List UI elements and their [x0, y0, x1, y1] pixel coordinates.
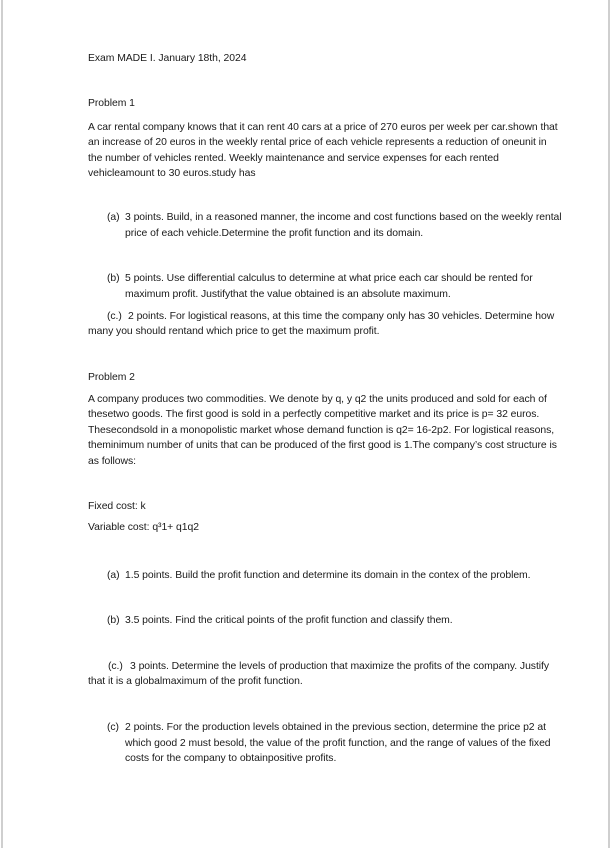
part-label: (c) — [107, 722, 119, 733]
part-line: price of each vehicle.Determine the profit function and its domain. — [125, 227, 424, 239]
statement-line: an increase of 20 euros in the weekly rental price of each vehicle represents a reduction of oneunit in — [88, 137, 547, 149]
statement-line: the number of vehicles rented. Weekly maintenance and service expenses for each rented — [88, 152, 499, 164]
statement-line: Thesecondsold in a monopolistic market whose demand function is q2= 16-2p2. For logistical reasons, — [88, 424, 555, 436]
part-text — [125, 271, 533, 302]
part-label: (a) — [107, 570, 120, 581]
problem-1-statement — [88, 120, 558, 182]
variable-cost: Variable cost: q³1+ q1q2 — [88, 522, 199, 533]
part-line: maximum profit. Justifythat the value obtained is an absolute maximum. — [125, 288, 451, 300]
statement-line: theminimum number of units that can be produced of the first good is 1.The company’s cost structure is — [88, 440, 557, 452]
part-line: 1.5 points. Build the profit function and determine its domain in the contex of the problem. — [125, 570, 531, 581]
problem-1-part-c-line-2: many you should rentand which price to get the maximum profit. — [88, 326, 380, 337]
problem-1-part-c-label: (c.) — [107, 311, 122, 322]
part-line: 2 points. For the production levels obtained in the previous section, determine the price p2 at — [125, 722, 546, 733]
statement-line: A company produces two commodities. We denote by q, y q2 the units produced and sold for each of — [88, 394, 547, 405]
part-text — [125, 568, 531, 584]
problem-2-part-c-dot-line-2: that it is a globalmaximum of the profit function. — [88, 676, 303, 687]
page-border-left — [1, 0, 3, 848]
part-line: 5 points. Use differential calculus to determine at what price each car should be rented for — [125, 273, 533, 284]
problem-2-part-c-dot-label: (c.) — [108, 661, 123, 672]
part-line: costs for the company to obtainpositive profits. — [125, 753, 337, 765]
part-label: (a) — [107, 212, 120, 223]
statement-line: vehicleamount to 30 euros.study has — [88, 168, 256, 180]
part-text — [125, 210, 562, 241]
fixed-cost: Fixed cost: k — [88, 501, 146, 512]
problem-2-heading: Problem 2 — [88, 372, 135, 383]
statement-line: A car rental company knows that it can rent 40 cars at a price of 270 euros per week per car.shown that — [88, 122, 558, 133]
statement-line: as follows: — [88, 455, 136, 467]
problem-2-statement — [88, 392, 557, 469]
part-line: 3 points. Build, in a reasoned manner, the income and cost functions based on the weekly rental — [125, 212, 562, 223]
statement-line: thesetwo goods. The first good is sold in a perfectly competitive market and its price is p= 32 euros. — [88, 409, 540, 421]
problem-1-heading: Problem 1 — [88, 98, 135, 109]
part-line: 3.5 points. Find the critical points of the profit function and classify them. — [125, 615, 453, 626]
problem-2-part-c-dot-line-1: 3 points. Determine the levels of production that maximize the profits of the company. Justify — [130, 661, 550, 672]
part-text — [125, 720, 551, 767]
part-label: (b) — [107, 273, 120, 284]
problem-1-part-c-line-1: 2 points. For logistical reasons, at this time the company only has 30 vehicles. Determine how — [128, 311, 555, 322]
exam-title: Exam MADE I. January 18th, 2024 — [88, 53, 247, 64]
page-border-right — [608, 0, 610, 848]
part-label: (b) — [107, 615, 120, 626]
part-text — [125, 613, 453, 629]
part-line: which good 2 must besold, the value of the profit function, and the range of values of the fixed — [125, 737, 551, 749]
